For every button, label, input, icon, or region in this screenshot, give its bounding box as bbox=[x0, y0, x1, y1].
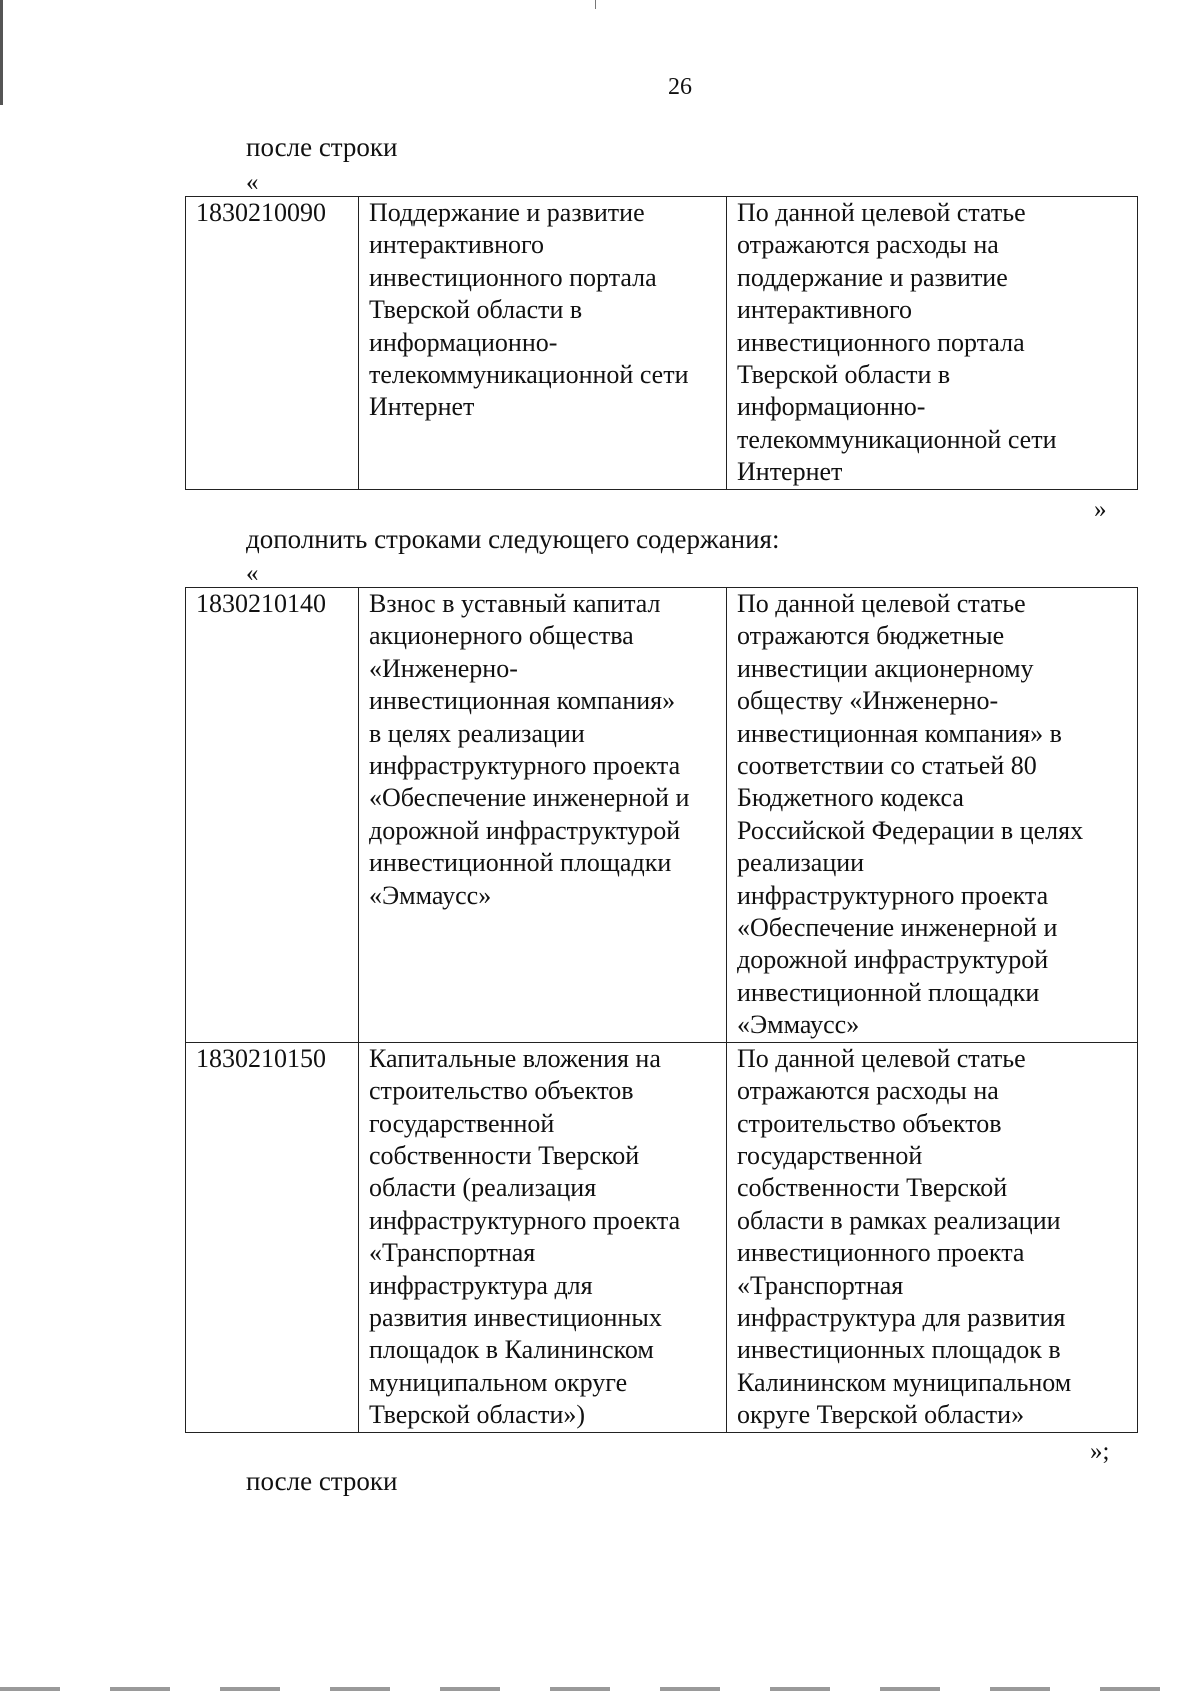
text-line: Взнос в уставный капитал bbox=[369, 589, 661, 618]
text-line: Интернет bbox=[369, 392, 475, 422]
text-line: площадок в Калининском bbox=[369, 1335, 654, 1365]
text-line: По данной целевой статье bbox=[737, 198, 1026, 227]
text-line: собственности Тверской bbox=[369, 1140, 640, 1170]
intro-after-line-2: после строки bbox=[246, 1466, 398, 1496]
text-line: инфраструктурного проекта bbox=[737, 880, 1049, 910]
text-line: «Транспортная bbox=[737, 1270, 904, 1300]
text-line: соответствии со статьей 80 bbox=[737, 751, 1037, 781]
table-existing-line bbox=[185, 196, 1138, 490]
text-line: инвестиционная компания» в bbox=[737, 718, 1062, 748]
text-line: реализации bbox=[737, 848, 865, 878]
text-line: в целях реализации bbox=[369, 718, 585, 748]
text-line: Калининском муниципальном bbox=[737, 1367, 1072, 1397]
text-line: дорожной инфраструктурой bbox=[737, 945, 1049, 975]
text-line: «Инженерно- bbox=[369, 653, 518, 683]
text-line: государственной bbox=[369, 1108, 555, 1138]
target-article-description bbox=[727, 197, 1138, 490]
text-line: информационно- bbox=[369, 327, 558, 357]
table-new-lines bbox=[185, 587, 1138, 1433]
table-row bbox=[186, 588, 1138, 1043]
text-line: обществу «Инженерно- bbox=[737, 686, 999, 716]
text-line: инфраструктурного проекта bbox=[369, 751, 681, 781]
text-line: «Обеспечение инженерной и bbox=[737, 913, 1058, 943]
text-line: Тверской области в bbox=[737, 360, 951, 390]
text-line: муниципальном округе bbox=[369, 1367, 628, 1397]
text-line: области в рамках реализации bbox=[737, 1205, 1061, 1235]
text-line: информационно- bbox=[737, 392, 926, 422]
table-row bbox=[186, 1042, 1138, 1432]
text-line: «Обеспечение инженерной и bbox=[369, 783, 690, 813]
text-line: строительство объектов bbox=[369, 1076, 634, 1106]
text-line: области (реализация bbox=[369, 1173, 597, 1203]
text-line: Интернет bbox=[737, 457, 843, 487]
text-line: дорожной инфраструктурой bbox=[369, 815, 681, 845]
text-line: инфраструктура для развития bbox=[737, 1302, 1066, 1332]
text-line: строительство объектов bbox=[737, 1108, 1002, 1138]
target-article-code: 1830210140 bbox=[186, 588, 359, 1043]
text-line: отражаются расходы на bbox=[737, 230, 999, 260]
text-line: Бюджетного кодекса bbox=[737, 783, 964, 813]
text-line: инвестиционного проекта bbox=[737, 1238, 1025, 1268]
text-line: Российской Федерации в целях bbox=[737, 815, 1084, 845]
text-line: Поддержание и развитие bbox=[369, 198, 645, 227]
intro-supplement-lines: дополнить строками следующего содержания: bbox=[246, 524, 780, 554]
scan-bottom-edge-mark bbox=[0, 1687, 1200, 1691]
text-line: Тверской области в bbox=[369, 295, 583, 325]
text-line: телекоммуникационной сети bbox=[369, 360, 689, 390]
text-line: инвестиционная компания» bbox=[369, 686, 676, 716]
text-line: Капитальные вложения на bbox=[369, 1043, 661, 1073]
text-line: телекоммуникационной сети bbox=[737, 424, 1057, 454]
text-line: По данной целевой статье bbox=[737, 1043, 1026, 1073]
text-line: Тверской области») bbox=[369, 1400, 586, 1430]
text-line: интерактивного bbox=[369, 230, 545, 260]
target-article-code: 1830210090 bbox=[186, 197, 359, 490]
text-line: отражаются бюджетные bbox=[737, 621, 1005, 651]
scan-top-mark bbox=[595, 0, 596, 9]
table-row bbox=[186, 197, 1138, 490]
text-line: инвестиционной площадки bbox=[369, 848, 672, 878]
text-line: инфраструктурного проекта bbox=[369, 1205, 681, 1235]
text-line: инвестиционного портала bbox=[737, 327, 1025, 357]
open-quote-2: « bbox=[246, 560, 259, 587]
page-number: 26 bbox=[668, 74, 692, 100]
target-article-description bbox=[727, 1042, 1138, 1432]
text-line: собственности Тверской bbox=[737, 1173, 1008, 1203]
text-line: инвестиционной площадки bbox=[737, 977, 1040, 1007]
text-line: отражаются расходы на bbox=[737, 1076, 999, 1106]
text-line: развития инвестиционных bbox=[369, 1302, 662, 1332]
table-existing-line-body bbox=[186, 197, 1138, 490]
open-quote-1: « bbox=[246, 169, 259, 196]
text-line: государственной bbox=[737, 1140, 923, 1170]
text-line: «Транспортная bbox=[369, 1238, 536, 1268]
text-line: инвестиции акционерному bbox=[737, 653, 1034, 683]
text-line: акционерного общества bbox=[369, 621, 634, 651]
text-line: По данной целевой статье bbox=[737, 589, 1026, 618]
target-article-name bbox=[359, 588, 727, 1043]
target-article-description bbox=[727, 588, 1138, 1043]
close-quote-2: »; bbox=[1090, 1438, 1110, 1465]
text-line: «Эммаусс» bbox=[369, 880, 492, 910]
target-article-name bbox=[359, 197, 727, 490]
text-line: поддержание и развитие bbox=[737, 262, 1008, 292]
target-article-name bbox=[359, 1042, 727, 1432]
table-new-lines-body bbox=[186, 588, 1138, 1433]
text-line: округе Тверской области» bbox=[737, 1400, 1025, 1430]
text-line: «Эммаусс» bbox=[737, 1010, 860, 1040]
text-line: инвестиционных площадок в bbox=[737, 1335, 1061, 1365]
text-line: интерактивного bbox=[737, 295, 913, 325]
target-article-code: 1830210150 bbox=[186, 1042, 359, 1432]
close-quote-1: » bbox=[1094, 496, 1107, 523]
intro-after-line-1: после строки bbox=[246, 132, 398, 162]
text-line: инфраструктура для bbox=[369, 1270, 593, 1300]
text-line: инвестиционного портала bbox=[369, 262, 657, 292]
